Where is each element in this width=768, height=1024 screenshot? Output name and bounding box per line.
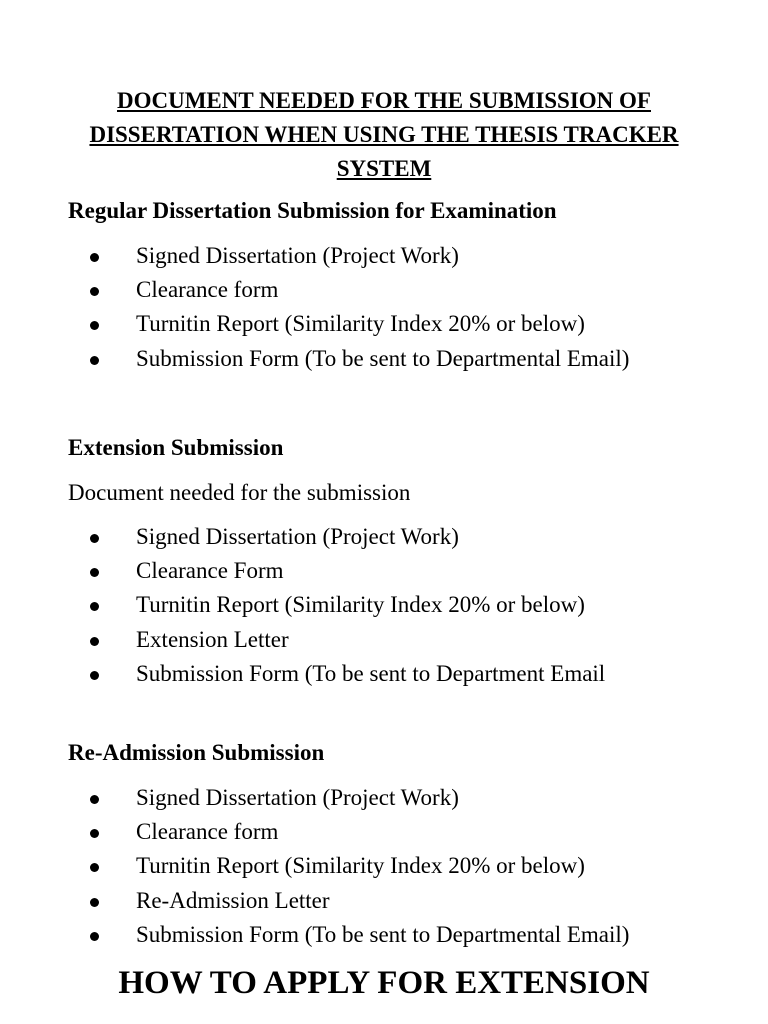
list-item-text: Turnitin Report (Similarity Index 20% or below) xyxy=(136,311,585,337)
list-item-text: Turnitin Report (Similarity Index 20% or below) xyxy=(136,592,585,618)
list-item-text: Clearance form xyxy=(136,277,279,303)
bullet-icon xyxy=(90,863,99,872)
bullet-icon xyxy=(90,568,99,577)
list-item-text: Turnitin Report (Similarity Index 20% or below) xyxy=(136,853,585,879)
bullet-icon xyxy=(90,356,99,365)
list-item xyxy=(0,554,768,588)
bullet-icon xyxy=(90,287,99,296)
bullet-icon xyxy=(90,795,99,804)
section-heading-regular: Regular Dissertation Submission for Examination xyxy=(68,198,557,223)
bullet-icon xyxy=(90,637,99,646)
list-item xyxy=(0,588,768,622)
list-item-text: Signed Dissertation (Project Work) xyxy=(136,785,459,810)
extension-how-to-heading: HOW TO APPLY FOR EXTENSION xyxy=(118,965,650,1001)
regular-requirements-list xyxy=(0,239,768,376)
list-item xyxy=(0,239,768,273)
list-item xyxy=(0,273,768,307)
list-item xyxy=(0,657,768,691)
list-item xyxy=(0,884,768,918)
list-item-text: Signed Dissertation (Project Work) xyxy=(136,243,459,268)
list-item xyxy=(0,781,768,815)
list-item xyxy=(0,520,768,554)
list-item-text: Re-Admission Letter xyxy=(136,887,330,913)
list-item xyxy=(0,849,768,883)
bullet-icon xyxy=(90,932,99,941)
list-item-text: Signed Dissertation (Project Work) xyxy=(136,524,459,549)
list-item-text: Clearance form xyxy=(136,819,279,845)
bullet-icon xyxy=(90,321,99,330)
list-item xyxy=(0,918,768,952)
document-title: DOCUMENT NEEDED FOR THE SUBMISSION OF DISSERTATION WHEN USING THE THESIS TRACKER SYSTEM xyxy=(89,88,679,181)
section-heading-extension: Extension Submission xyxy=(68,435,284,460)
bullet-icon xyxy=(90,671,99,680)
bullet-icon xyxy=(90,829,99,838)
list-item-text: Extension Letter xyxy=(136,626,289,652)
extension-intro-text: Document needed for the submission xyxy=(68,480,411,505)
bullet-icon xyxy=(90,898,99,907)
list-item-text: Submission Form (To be sent to Departmental Email) xyxy=(136,345,630,371)
bullet-icon xyxy=(90,534,99,543)
list-item-text: Submission Form (To be sent to Department Email xyxy=(136,660,606,686)
bullet-icon xyxy=(90,253,99,262)
list-item-text: Submission Form (To be sent to Departmental Email) xyxy=(136,921,630,947)
readmission-requirements-list xyxy=(0,781,768,952)
list-item xyxy=(0,815,768,849)
list-item xyxy=(0,307,768,341)
list-item xyxy=(0,623,768,657)
bullet-icon xyxy=(90,602,99,611)
section-heading-readmission: Re-Admission Submission xyxy=(68,740,325,765)
list-item-text: Clearance Form xyxy=(136,558,284,584)
extension-requirements-list xyxy=(0,520,768,691)
list-item xyxy=(0,342,768,376)
